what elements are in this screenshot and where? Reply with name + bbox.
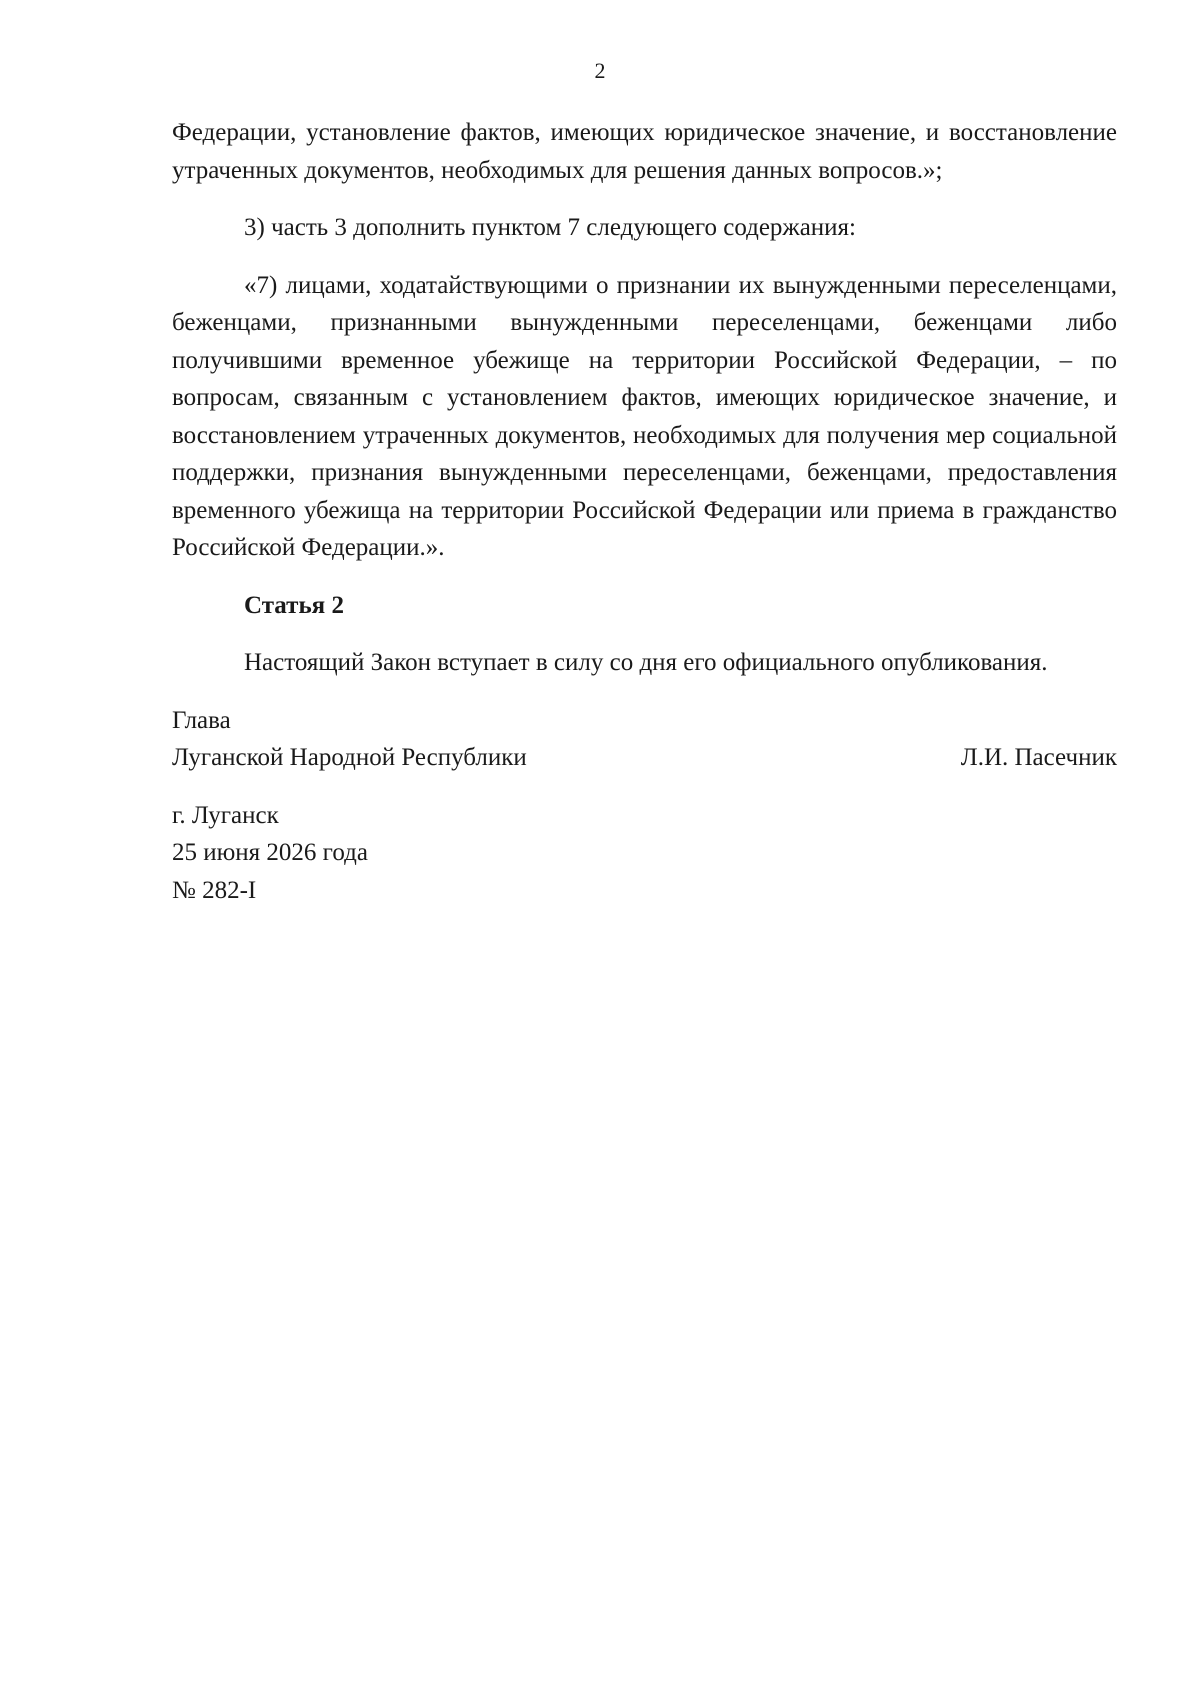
footer-law-number: № 282-I (172, 876, 257, 904)
paragraph-amendment-item-3: 3) часть 3 дополнить пунктом 7 следующего содержания: (244, 214, 856, 241)
signature-title: Глава (172, 706, 231, 734)
article-heading: Статья 2 (244, 591, 344, 619)
paragraph-continuation: Федерации, установление фактов, имеющих юридическое значение, и восстановление утраченных документов, необходимых для решения данных вопросов.»; (172, 119, 1117, 184)
document-body (172, 114, 1117, 909)
signature-title-line-1 (172, 702, 1117, 740)
paragraph-amendment-point-7: «7) лицами, ходатайствующими о признании их вынужденными переселенцами, беженцами, признанными вынужденными переселенцами, беженцами либо получившими временное убежище на территории Российской Федерации, – по вопросам, связанным с установлением фактов, имеющих юридическое значение, и восстановлением утраченных документов, необходимых для получения мер социальной поддержки, признания вынужденными переселенцами, беженцами, предоставления временного убежища на территории Российской Федерации или приема в гражданство Российской Федерации.». (172, 271, 1117, 561)
signature-name: Л.И. Пасечник (960, 744, 1117, 771)
footer-date: 25 июня 2026 года (172, 839, 368, 866)
document-footer (172, 797, 1117, 910)
footer-city: г. Луганск (172, 801, 279, 829)
signature-title-line-2 (172, 739, 1117, 777)
page-number: 2 (594, 58, 606, 83)
signature-block (172, 702, 1117, 777)
signature-organization: Луганской Народной Республики (172, 744, 527, 771)
paragraph-entry-into-force: Настоящий Закон вступает в силу со дня его официального опубликования. (244, 649, 1048, 676)
